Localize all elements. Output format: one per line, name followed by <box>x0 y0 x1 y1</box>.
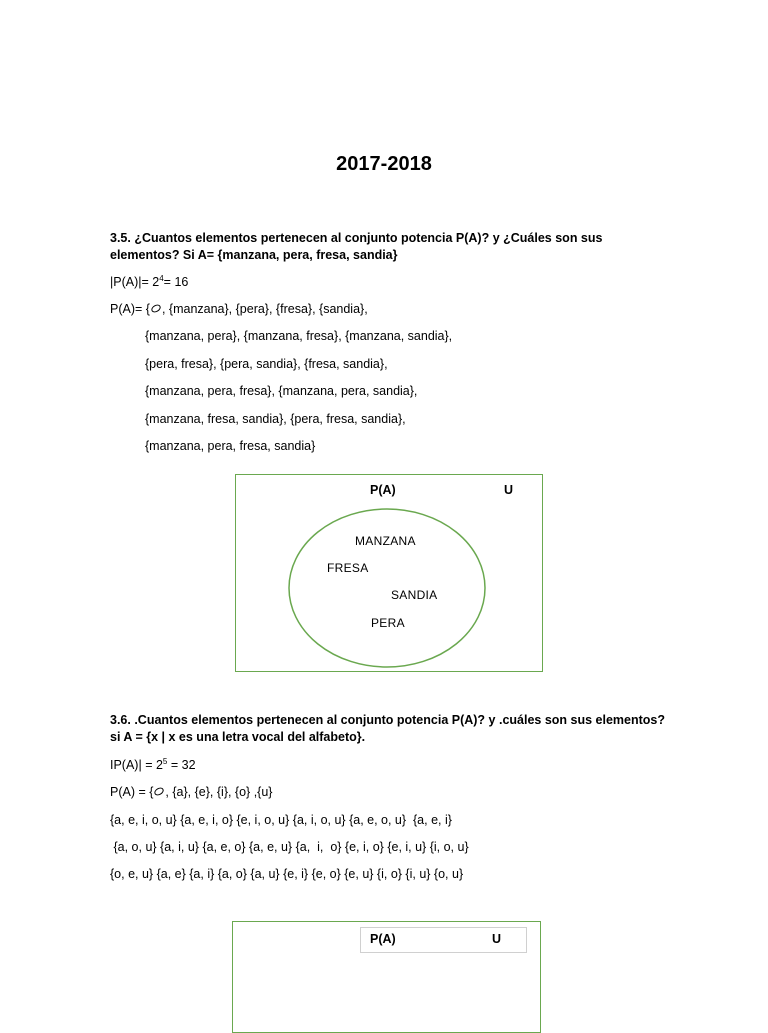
universe-set-label: P(A) <box>370 483 396 497</box>
venn-diagram-3-6 <box>232 921 541 1033</box>
empty-set-icon <box>150 303 162 314</box>
powerset-vowels-line-3: {a, o, u} {a, i, u} {a, e, o} {a, e, u} {a, i, o} {e, i, o} {e, i, u} {i, o, u} <box>110 840 469 854</box>
venn-item-fresa: FRESA <box>327 561 369 575</box>
powerset-vowels-line-1: P(A) = { , {a}, {e}, {i}, {o} ,{u} <box>110 785 273 799</box>
page-title: 2017-2018 <box>336 153 432 175</box>
cardinality-3-6: $IP(A)| = 2^5 = 32$ <box>110 757 196 772</box>
powerset-vowels-line-4: {o, e, u} {a, e} {a, i} {a, o} {a, u} {e, i} {e, o} {e, u} {i, o} {i, u} {o, u} <box>110 867 464 881</box>
universe-u-label: U <box>504 483 514 497</box>
powerset-line-5: {manzana, fresa, sandia}, {pera, fresa, sandia}, <box>145 412 406 426</box>
venn-circle <box>236 475 542 671</box>
powerset-line-1: P(A)= { , {manzana}, {pera}, {fresa}, {sandia}, <box>110 302 368 316</box>
powerset-line-6: {manzana, pera, fresa, sandia} <box>145 439 316 453</box>
universe-set-label: P(A) <box>370 932 396 946</box>
venn-item-pera: PERA <box>371 616 405 630</box>
powerset-vowels-line-2: {a, e, i, o, u} {a, e, i, o} {e, i, o, u} {a, i, o, u} {a, e, o, u} {a, e, i} <box>110 813 452 827</box>
empty-set-icon <box>153 786 165 797</box>
question-3-6-line-2: si A = {x | x es una letra vocal del alfabeto}. <box>110 730 366 744</box>
powerset-line-2: {manzana, pera}, {manzana, fresa}, {manzana, sandia}, <box>145 329 453 343</box>
powerset-line-3: {pera, fresa}, {pera, sandia}, {fresa, sandia}, <box>145 357 388 371</box>
diagram-header-box <box>360 927 527 953</box>
universe-u-label: U <box>492 932 502 946</box>
powerset-line-4: {manzana, pera, fresa}, {manzana, pera, sandia}, <box>145 384 418 398</box>
venn-item-sandia: SANDIA <box>391 588 438 602</box>
question-3-5-line-2: elementos? Si A= {manzana, pera, fresa, sandia} <box>110 248 398 262</box>
venn-item-manzana: MANZANA <box>355 534 416 548</box>
cardinality-3-5: $|P(A)|= 2^4= 16$ <box>110 274 189 289</box>
question-3-5-line-1: 3.5. ¿Cuantos elementos pertenecen al conjunto potencia P(A)? y ¿Cuáles son sus <box>110 231 603 245</box>
venn-diagram-3-5 <box>235 474 543 672</box>
question-3-6-line-1: 3.6. .Cuantos elementos pertenecen al conjunto potencia P(A)? y .cuáles son sus elementos? <box>110 713 665 727</box>
